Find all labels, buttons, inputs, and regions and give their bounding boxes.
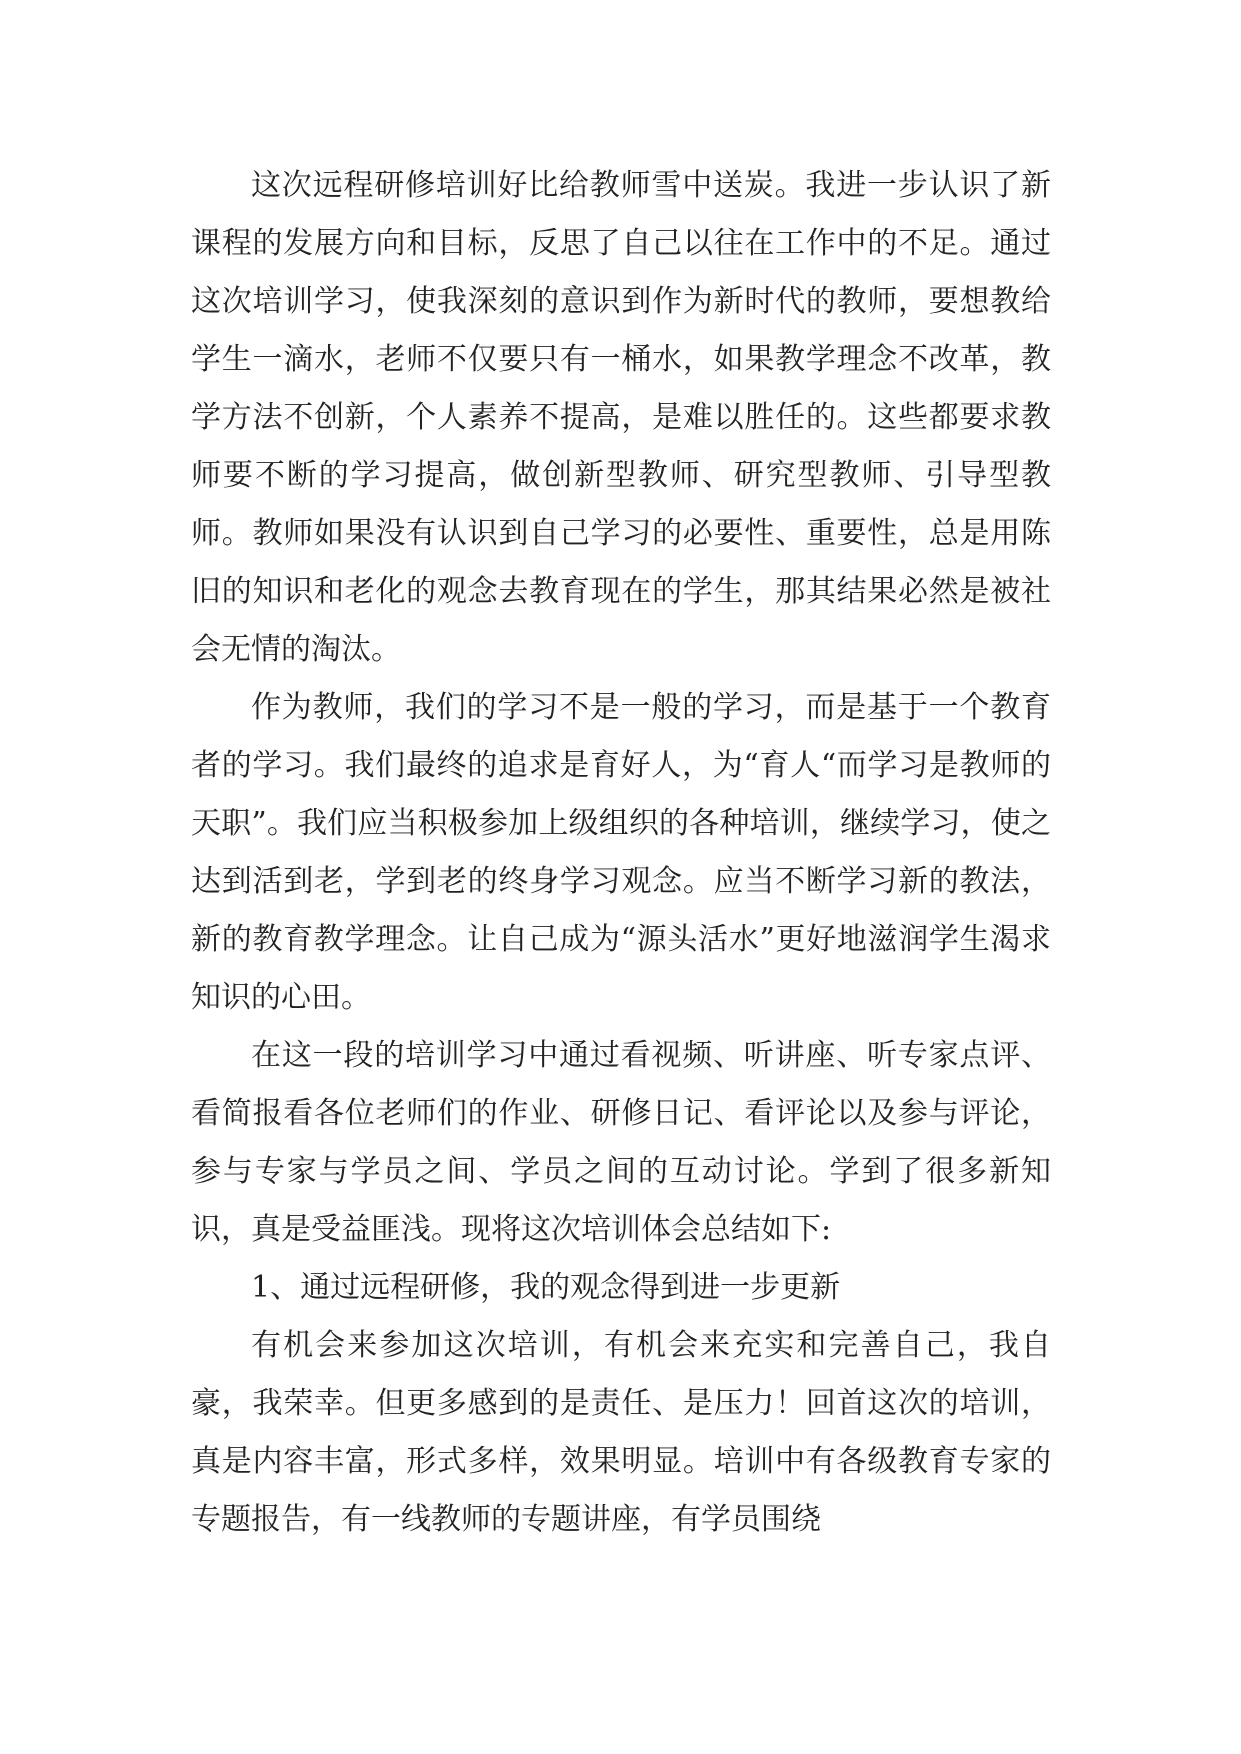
section-heading-1: 1、通过远程研修，我的观念得到进一步更新 [251,1270,841,1305]
paragraph-teacher-learning: 作为教师，我们的学习不是一般的学习，而是基于一个教育者的学习。我们最终的追求是育好人，为“育人“而学习是教师的天职”。我们应当积极参加上级组织的各种培训，继续学习，使之达到活到老，学到老的终身学习观念。应当不断学习新的教法，新的教育教学理念。让自己成为“源头活水”更好地滋润学生渴求知识的心田。 [191,690,1051,1015]
paragraph-intro: 这次远程研修培训好比给教师雪中送炭。我进一步认识了新课程的发展方向和目标，反思了自己以往在工作中的不足。通过这次培训学习，使我深刻的意识到作为新时代的教师，要想教给学生一滴水，老师不仅要只有一桶水，如果教学理念不改革，教学方法不创新，个人素养不提高，是难以胜任的。这些都要求教师要不断的学习提高，做创新型教师、研究型教师、引导型教师。教师如果没有认识到自己学习的必要性、重要性，总是用陈旧的知识和老化的观念去教育现在的学生，那其结果必然是被社会无情的淘汰。 [191,168,1051,667]
document-body [191,157,1051,1549]
paragraph-opportunity: 有机会来参加这次培训，有机会来充实和完善自己，我自豪，我荣幸。但更多感到的是责任、是压力！回首这次的培训，真是内容丰富，形式多样，效果明显。培训中有各级教育专家的专题报告，有一线教师的专题讲座，有学员围绕 [191,1328,1051,1537]
paragraph-training-summary: 在这一段的培训学习中通过看视频、听讲座、听专家点评、看简报看各位老师们的作业、研修日记、看评论以及参与评论，参与专家与学员之间、学员之间的互动讨论。学到了很多新知识，真是受益匪浅。现将这次培训体会总结如下: [191,1038,1051,1247]
